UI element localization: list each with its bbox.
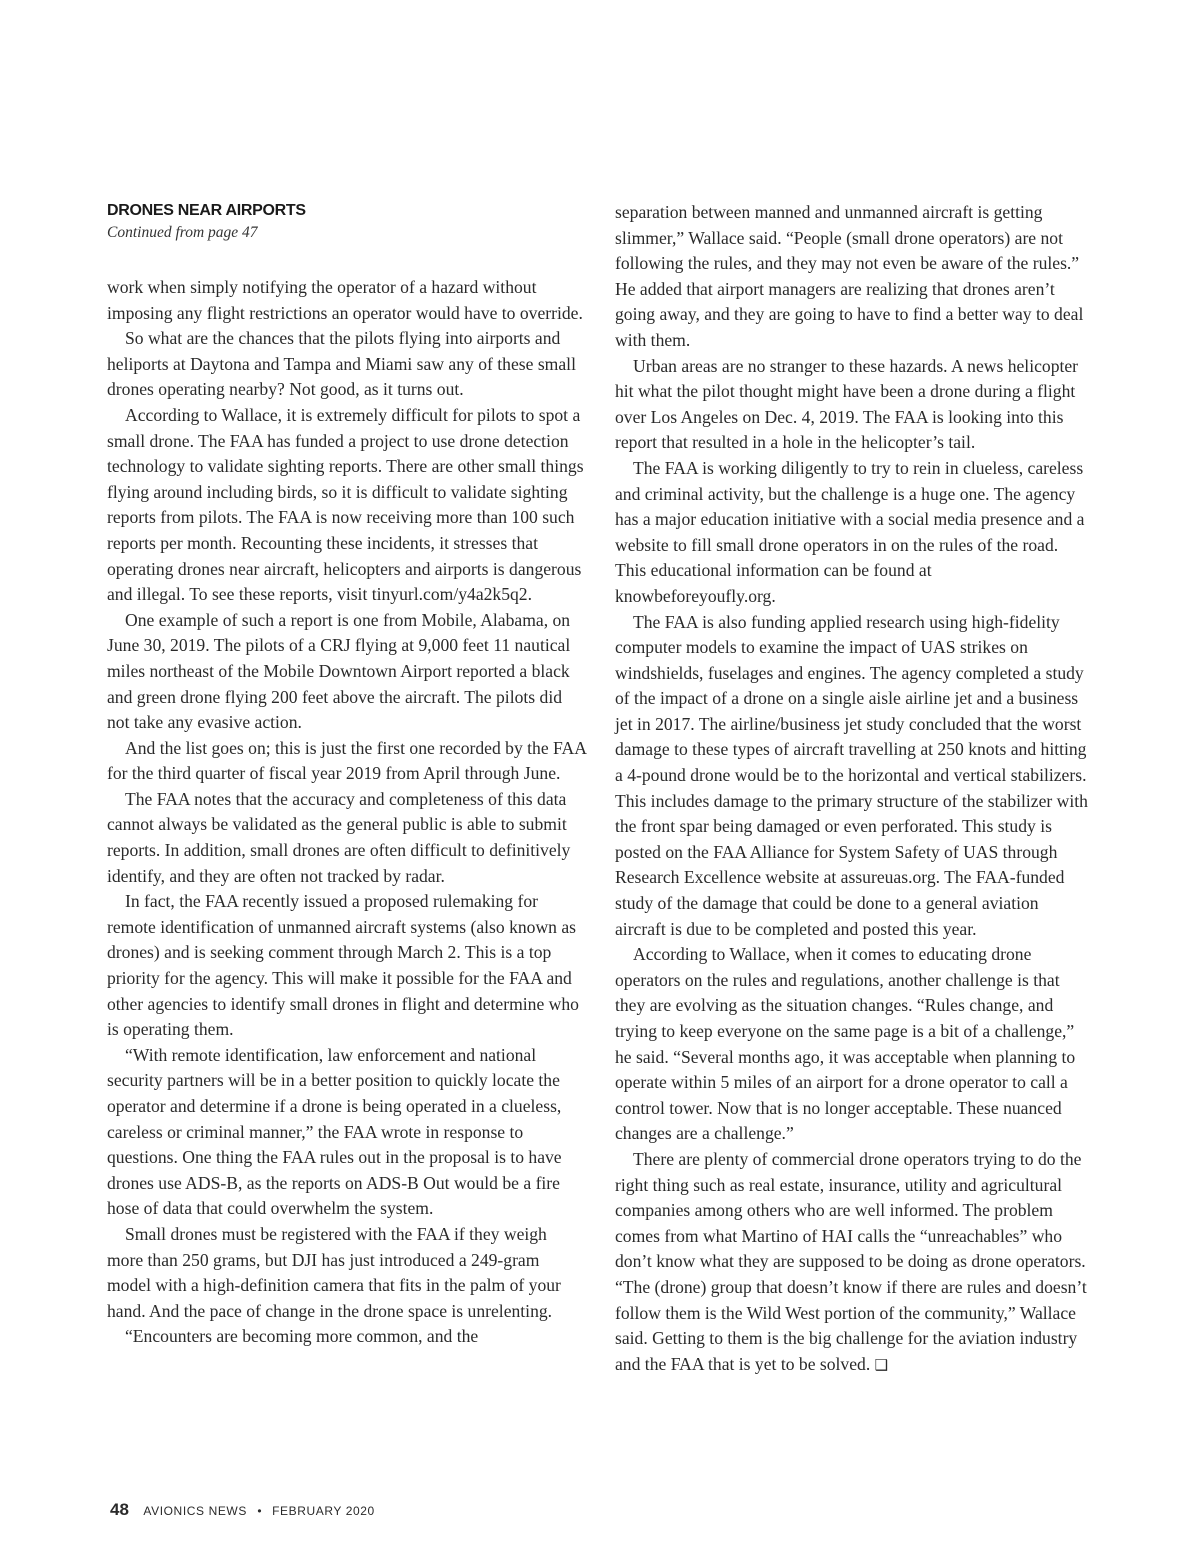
paragraph: According to Wallace, it is extremely difficult for pilots to spot a small drone. The FAA has funded a project to use drone detection technology to validate sighting reports. There are other small things flying around including birds, so it is difficult to validate sighting reports from pilots. The FAA is now receiving more than 100 such reports per month. Recounting these incidents, it stresses that operating drones near aircraft, helicopters and airports is dangerous and illegal. To see these reports, visit tinyurl.com/y4a2k5q2. — [107, 404, 584, 605]
paragraph: “Encounters are becoming more common, and the — [125, 1326, 479, 1347]
paragraph: The FAA is working diligently to try to rein in clueless, careless and criminal activity, but the challenge is a huge one. The agency has a major education initiative with a social media presence and a website to fill small drone operators in on the rules of the road. This educational information can be found at knowbeforeyoufly.org. — [615, 457, 1085, 606]
paragraph: Small drones must be registered with the FAA if they weigh more than 250 grams, but DJI has just introduced a 249-gram model with a high-definition camera that fits in the palm of your hand. And the pace of change in the drone space is unrelenting. — [107, 1223, 561, 1321]
paragraph-text: “The (drone) group that doesn’t know if there are rules and doesn’t follow them is the Wild West portion of the community,” Wallace said. Getting to them is the big challenge for the aviation industry and the FAA that is yet to be solved. — [615, 1276, 1087, 1374]
paragraph: In fact, the FAA recently issued a proposed rulemaking for remote identification of unmanned aircraft systems (also known as drones) and is seeking comment through March 2. This is a top priority for the agency. This will make it possible for the FAA and other agencies to identify small drones in flight and determine who is operating them. — [107, 891, 579, 1040]
text-column-left — [107, 275, 587, 1350]
paragraph: According to Wallace, when it comes to educating drone operators on the rules and regulations, another challenge is that they are evolving as the situation changes. “Rules change, and trying to keep everyone on the same page is a bit of a challenge,” he said. “Several months ago, it was acceptable when planning to operate within 5 miles of an airport for a drone operator to call a control tower. Now that is no longer acceptable. These nuanced changes are a challenge.” — [615, 944, 1076, 1144]
paragraph: Urban areas are no stranger to these hazards. A news helicopter hit what the pilot thought might have been a drone during a flight over Los Angeles on Dec. 4, 2019. The FAA is looking into this report that resulted in a hole in the helicopter’s tail. — [615, 355, 1079, 453]
end-mark-icon: ❑ — [874, 1355, 889, 1374]
paragraph: One example of such a report is one from Mobile, Alabama, on June 30, 2019. The pilots of a CRJ flying at 9,000 feet 11 nautical miles northeast of the Mobile Downtown Airport reported a black and green drone flying 200 feet above the aircraft. The pilots did not take any evasive action. — [107, 609, 571, 733]
paragraph: And the list goes on; this is just the first one recorded by the FAA for the third quarter of fiscal year 2019 from April through June. — [107, 737, 586, 784]
paragraph: “With remote identification, law enforcement and national security partners will be in a better position to quickly locate the operator and determine if a drone is being operated in a clueless, careless or criminal manner,” the FAA wrote in response to questions. One thing the FAA rules out in the proposal is to have drones use ADS-B, as the reports on ADS-B Out would be a fire hose of data that could overwhelm the system. — [107, 1044, 562, 1219]
page-footer — [110, 1500, 375, 1520]
text-column-right — [615, 200, 1093, 1378]
paragraph: There are plenty of commercial drone operators trying to do the right thing such as real estate, insurance, utility and agricultural companies among others who are well informed. The problem comes from what Martino of HAI calls the “unreachables” who don’t know what they are supposed to be doing as drone operators. — [615, 1148, 1086, 1272]
paragraph: The FAA is also funding applied research using high-fidelity computer models to examine the impact of UAS strikes on windshields, fuselages and engines. The agency completed a study of the impact of a drone on a single aisle airline jet and a business jet in 2017. The airline/business jet study concluded that the worst damage to these types of aircraft travelling at 250 knots and hitting a 4-pound drone would be to the horizontal and vertical stabilizers. This includes damage to the primary structure of the stabilizer with the front spar being damaged or even perforated. This study is posted on the FAA Alliance for System Safety of UAS through Research Excellence website at assureuas.org. The FAA-funded study of the damage that could be done to a general aviation aircraft is due to be completed and posted this year. — [615, 611, 1088, 939]
paragraph: work when simply notifying the operator of a hazard without imposing any flight restrictions an operator would have to override. — [107, 277, 583, 323]
page-number: 48 — [110, 1500, 129, 1519]
paragraph: The FAA notes that the accuracy and completeness of this data cannot always be validated as the general public is able to submit reports. In addition, small drones are often difficult to definitively identify, and they are often not tracked by radar. — [107, 788, 571, 886]
issue-date: FEBRUARY 2020 — [272, 1504, 375, 1518]
paragraph: separation between manned and unmanned aircraft is getting slimmer,” Wallace said. “People (small drone operators) are not following the rules, and they may not even be aware of the rules.” He added that airport managers are realizing that drones aren’t going away, and they are going to have to find a better way to deal with them. — [615, 202, 1084, 350]
footer-separator: • — [257, 1504, 262, 1518]
article-heading: DRONES NEAR AIRPORTS — [107, 202, 306, 219]
publication-name: AVIONICS NEWS — [143, 1504, 247, 1518]
paragraph: So what are the chances that the pilots flying into airports and heliports at Daytona and Tampa and Miami saw any of these small drones operating nearby? Not good, as it turns out. — [107, 328, 576, 400]
last-paragraph — [615, 1275, 1093, 1378]
continued-note: Continued from page 47 — [107, 224, 258, 241]
